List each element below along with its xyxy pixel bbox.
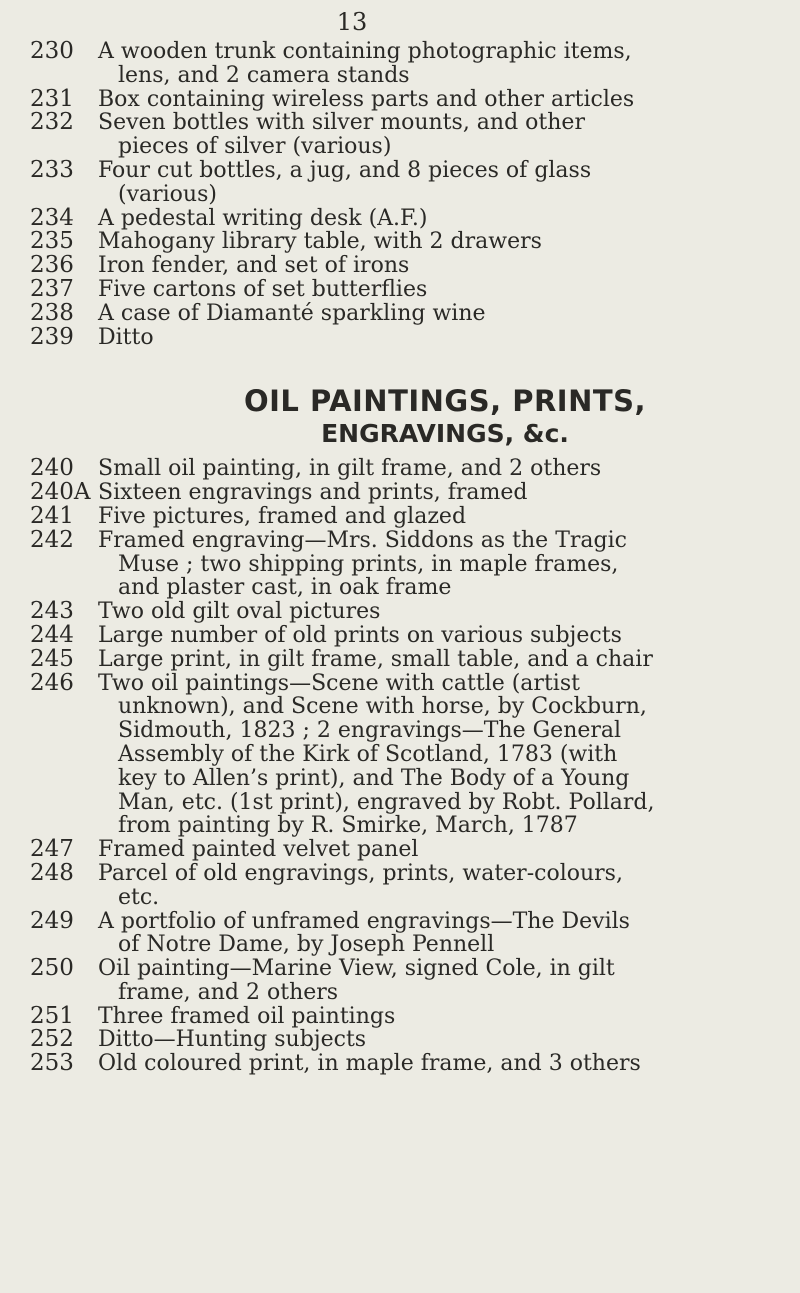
lot-number: 236	[30, 252, 74, 279]
lot-description-line: Five cartons of set butterflies	[98, 276, 428, 302]
lot-description-line: etc.	[118, 884, 160, 910]
lot-entry	[30, 40, 790, 88]
lot-description	[100, 672, 790, 839]
lot-number: 231	[30, 85, 74, 112]
lot-description-line: Iron fender, and set of irons	[98, 253, 410, 279]
lot-entry	[30, 1002, 790, 1029]
lot-number: 234	[30, 204, 74, 231]
lot-number: 243	[30, 598, 74, 625]
lot-entry	[30, 502, 790, 529]
lot-number: 232	[30, 109, 74, 136]
lot-entry	[30, 526, 790, 601]
lot-description-line: Large number of old prints on various subjects	[98, 622, 622, 648]
lot-description-line: Man, etc. (1st print), engraved by Robt. Pollard,	[118, 789, 655, 815]
lot-number: 244	[30, 621, 74, 648]
lot-description-line: A case of Diamanté sparkling wine	[98, 300, 486, 326]
lot-entry	[30, 669, 790, 839]
lot-entry	[30, 907, 790, 958]
lot-entry	[30, 1052, 790, 1076]
section-heading	[100, 349, 790, 457]
lot-number: 241	[30, 502, 74, 529]
lot-description	[100, 88, 790, 112]
lot-description	[100, 457, 790, 481]
lot-description-line: Large print, in gilt frame, small table, and a chair	[98, 646, 653, 672]
lot-description	[100, 957, 790, 1005]
lot-description-line: frame, and 2 others	[118, 979, 339, 1005]
lot-description-line: (various)	[118, 181, 217, 207]
lot-description-line: A wooden trunk containing photographic items,	[98, 39, 632, 64]
lot-description-line: pieces of silver (various)	[118, 134, 392, 160]
lot-entry	[30, 1028, 790, 1052]
lot-entry	[30, 275, 790, 302]
lot-number: 248	[30, 859, 74, 886]
lot-description-line: of Notre Dame, by Joseph Pennell	[118, 932, 495, 958]
lot-description-line: Parcel of old engravings, prints, water-colours,	[98, 860, 623, 886]
lot-entry	[30, 957, 790, 1005]
lot-number: 230	[30, 38, 74, 64]
lot-description-line: Ditto—Hunting subjects	[98, 1027, 367, 1053]
lot-description-line: Two oil paintings—Scene with cattle (artist	[98, 670, 580, 696]
lot-entry	[30, 156, 790, 207]
lot-list	[30, 40, 790, 1076]
lot-description-line: lens, and 2 camera stands	[118, 62, 410, 88]
lot-description-line: unknown), and Scene with horse, by Cockburn,	[118, 694, 647, 720]
lot-description	[100, 254, 790, 278]
lot-description	[100, 505, 790, 529]
lots-before-section	[30, 40, 790, 349]
lot-description	[100, 1028, 790, 1052]
lot-description	[100, 600, 790, 624]
lot-description-line: Ditto	[98, 324, 154, 350]
lot-number: 239	[30, 323, 74, 350]
lot-description-line: Box containing wireless parts and other articles	[98, 86, 635, 112]
lot-description-line: Four cut bottles, a jug, and 8 pieces of glass	[98, 157, 592, 183]
lot-description-line: Mahogany library table, with 2 drawers	[98, 229, 542, 255]
lot-description	[100, 529, 790, 600]
lot-description-line: A pedestal writing desk (A.F.)	[98, 205, 428, 231]
lot-description-line: and plaster cast, in oak frame	[118, 575, 452, 601]
lot-description-line: Assembly of the Kirk of Scotland, 1783 (with	[118, 741, 618, 767]
lot-description-line: Oil painting—Marine View, signed Cole, in gilt	[98, 956, 615, 982]
lot-description	[100, 159, 790, 207]
lot-number: 240A	[30, 479, 91, 506]
lot-description-line: Small oil painting, in gilt frame, and 2 others	[98, 456, 602, 482]
lot-description	[100, 302, 790, 326]
lot-description	[100, 862, 790, 910]
lot-entry	[30, 457, 790, 481]
lot-description-line: Framed painted velvet panel	[98, 837, 419, 863]
lot-description-line: Framed engraving—Mrs. Siddons as the Tragic	[98, 527, 627, 553]
lot-number: 249	[30, 907, 74, 934]
lot-description	[100, 207, 790, 231]
lot-description	[100, 481, 790, 505]
lot-description-line: Five pictures, framed and glazed	[98, 503, 467, 529]
lot-number: 246	[30, 669, 74, 696]
lot-description	[100, 326, 790, 350]
lot-entry	[30, 859, 790, 910]
lot-description-line: Three framed oil paintings	[98, 1003, 396, 1029]
lot-number: 240	[30, 455, 74, 482]
lot-entry	[30, 481, 790, 505]
lot-number: 242	[30, 526, 74, 553]
lot-number: 233	[30, 156, 74, 183]
lot-description	[100, 40, 790, 88]
lot-number: 253	[30, 1050, 74, 1077]
lot-description-line: Two old gilt oval pictures	[98, 599, 381, 625]
lot-entry	[30, 254, 790, 278]
lot-number: 251	[30, 1002, 74, 1029]
lot-description-line: A portfolio of unframed engravings—The Devils	[98, 908, 630, 934]
lot-entry	[30, 111, 790, 159]
lot-entry	[30, 838, 790, 862]
lots-after-section	[30, 457, 790, 1076]
lot-description	[100, 230, 790, 254]
lot-description-line: Muse ; two shipping prints, in maple frames,	[118, 551, 619, 577]
section-heading-line2: ENGRAVINGS, &c.	[321, 419, 569, 449]
lot-number: 238	[30, 299, 74, 326]
lot-description	[100, 624, 790, 648]
lot-description-line: Sixteen engravings and prints, framed	[98, 480, 528, 506]
lot-entry	[30, 600, 790, 624]
lot-entry	[30, 204, 790, 231]
lot-description-line: from painting by R. Smirke, March, 1787	[118, 813, 578, 839]
lot-description	[100, 1052, 790, 1076]
lot-number: 247	[30, 836, 74, 863]
lot-number: 245	[30, 645, 74, 672]
lot-entry	[30, 299, 790, 326]
page-number: 13	[336, 8, 368, 36]
lot-description	[100, 278, 790, 302]
section-heading-line1: OIL PAINTINGS, PRINTS,	[243, 384, 647, 419]
lot-number: 252	[30, 1026, 74, 1053]
lot-description	[100, 648, 790, 672]
lot-entry	[30, 323, 790, 350]
lot-description-line: Sidmouth, 1823 ; 2 engravings—The General	[118, 718, 622, 744]
lot-description-line: Seven bottles with silver mounts, and other	[98, 110, 585, 136]
lot-description	[100, 910, 790, 958]
lot-number: 250	[30, 955, 74, 982]
lot-description-line: Old coloured print, in maple frame, and 3 others	[98, 1051, 641, 1077]
lot-description	[100, 111, 790, 159]
lot-description	[100, 1005, 790, 1029]
lot-entry	[30, 85, 790, 112]
lot-description-line: key to Allen’s print), and The Body of a Young	[118, 765, 630, 791]
lot-entry	[30, 645, 790, 672]
lot-number: 237	[30, 275, 74, 302]
lot-entry	[30, 230, 790, 254]
lot-number: 235	[30, 228, 74, 255]
lot-description	[100, 838, 790, 862]
lot-entry	[30, 621, 790, 648]
